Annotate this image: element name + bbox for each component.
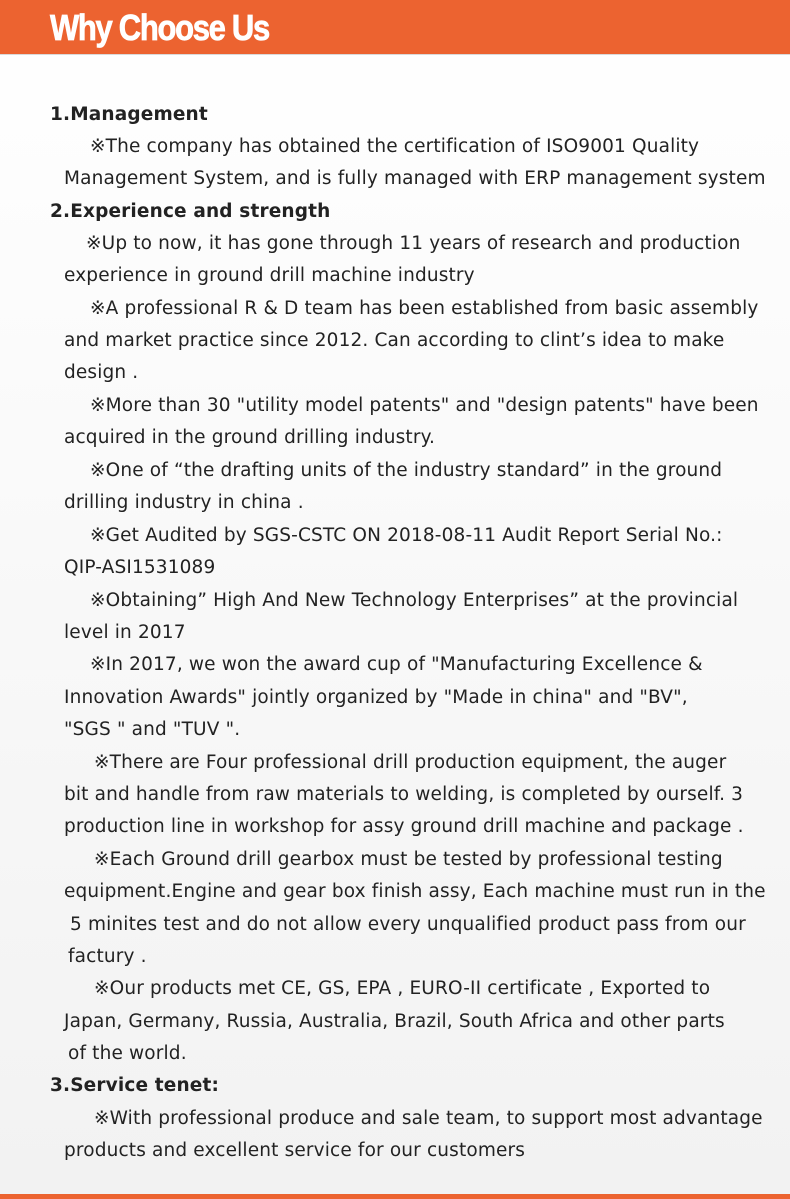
experience-line: factury . <box>68 946 147 967</box>
experience-line: design . <box>64 362 139 383</box>
service-line: products and excellent service for our customers <box>64 1140 526 1161</box>
experience-line: experience in ground drill machine industry <box>64 265 475 286</box>
management-line: Management System, and is fully managed with ERP management system <box>64 168 766 189</box>
experience-line: ※Our products met CE, GS, EPA , EURO-II certificate , Exported to <box>94 978 711 999</box>
experience-line: ※Obtaining” High And New Technology Enterprises” at the provincial <box>90 590 739 611</box>
footer-bar <box>0 1194 790 1199</box>
experience-line: level in 2017 <box>64 622 186 643</box>
experience-line: production line in workshop for assy ground drill machine and package . <box>64 816 744 837</box>
experience-line: of the world. <box>68 1043 187 1064</box>
experience-line: equipment.Engine and gear box finish assy, Each machine must run in the <box>64 881 766 902</box>
experience-line: bit and handle from raw materials to welding, is completed by ourself. 3 <box>64 784 744 805</box>
experience-line: drilling industry in china . <box>64 492 304 513</box>
section-heading-service: 3.Service tenet: <box>50 1075 219 1096</box>
header-banner <box>0 0 790 55</box>
experience-line: ※One of “the drafting units of the industry standard” in the ground <box>90 460 723 481</box>
experience-line: Japan, Germany, Russia, Australia, Brazil, South Africa and other parts <box>64 1011 725 1032</box>
experience-line: ※A professional R & D team has been established from basic assembly <box>90 298 759 319</box>
experience-line: ※Up to now, it has gone through 11 years of research and production <box>86 233 741 254</box>
experience-line: ※In 2017, we won the award cup of "Manufacturing Excellence & <box>90 654 703 675</box>
service-line: ※With professional produce and sale team, to support most advantage <box>94 1108 763 1129</box>
experience-line: QIP-ASI1531089 <box>64 557 216 578</box>
management-line: ※The company has obtained the certification of ISO9001 Quality <box>90 136 700 157</box>
experience-line: acquired in the ground drilling industry. <box>64 427 436 448</box>
experience-line: ※Each Ground drill gearbox must be tested by professional testing <box>94 849 723 870</box>
page-title: Why Choose Us <box>50 7 269 48</box>
experience-line: 5 minites test and do not allow every unqualified product pass from our <box>70 914 746 935</box>
section-heading-experience: 2.Experience and strength <box>50 201 331 222</box>
experience-line: Innovation Awards" jointly organized by "Made in china" and "BV", <box>64 687 688 708</box>
experience-line: ※Get Audited by SGS-CSTC ON 2018-08-11 Audit Report Serial No.: <box>90 525 723 546</box>
experience-line: "SGS " and "TUV ". <box>64 719 241 740</box>
experience-line: and market practice since 2012. Can according to clint’s idea to make <box>64 330 725 351</box>
experience-line: ※There are Four professional drill production equipment, the auger <box>94 752 727 773</box>
experience-line: ※More than 30 "utility model patents" and "design patents" have been <box>90 395 759 416</box>
section-heading-management: 1.Management <box>50 104 208 125</box>
